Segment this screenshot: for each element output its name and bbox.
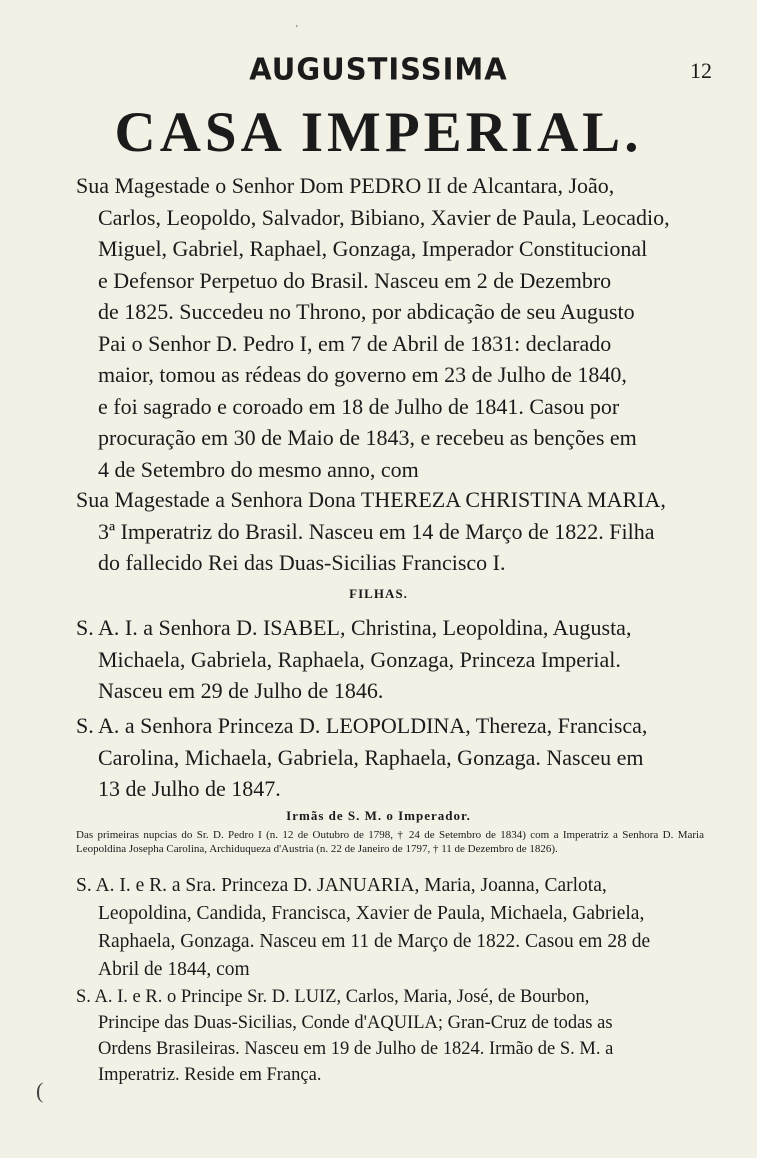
husband-line: Principe das Duas-Sicilias, Conde d'AQUILA; Gran-Cruz de todas as: [98, 1013, 613, 1033]
heading-augustissima: AUGUSTISSIMA: [249, 51, 508, 87]
filha-1-line: S. A. I. a Senhora D. ISABEL, Christina, Leopoldina, Augusta,: [76, 615, 632, 640]
irma-1-line: Raphaela, Gonzaga. Nasceu em 11 de Março de 1822. Casou em 28 de: [98, 931, 651, 952]
irma-1-paragraph: [76, 872, 701, 984]
empress-line: 3ª Imperatriz do Brasil. Nasceu em 14 de Março de 1822. Filha: [98, 518, 655, 544]
margin-mark: (: [36, 1078, 44, 1103]
genealogy-note: Das primeiras nupcias do Sr. D. Pedro I (n. 12 de Outubro de 1798, † 24 de Setembro de 1834) com a Imperatriz a Senhora D. Maria Leopoldina Josepha Carolina, Archiduqueza d'Austria (n. 22 de Janeiro de 1797, † 11 de Dezembro de 1826).: [76, 829, 704, 855]
top-mark: ': [296, 24, 298, 35]
husband-line: Imperatriz. Reside em França.: [98, 1065, 322, 1085]
irmas-heading: Irmãs de S. M. o Imperador.: [286, 808, 471, 823]
filha-1-paragraph: [76, 612, 701, 707]
filha-2-line: 13 de Julho de 1847.: [98, 776, 281, 801]
irma-1-line: S. A. I. e R. a Sra. Princeza D. JANUARIA, Maria, Joanna, Carlota,: [76, 875, 607, 896]
husband-line: Ordens Brasileiras. Nasceu em 19 de Julho de 1824. Irmão de S. M. a: [98, 1039, 614, 1059]
emperor-paragraph: [76, 170, 701, 485]
husband-line: S. A. I. e R. o Principe Sr. D. LUIZ, Carlos, Maria, José, de Bourbon,: [76, 987, 590, 1007]
filhas-heading: FILHAS.: [349, 586, 408, 601]
filha-2-line: S. A. a Senhora Princeza D. LEOPOLDINA, Thereza, Francisca,: [76, 713, 648, 738]
empress-paragraph: [76, 484, 701, 579]
emperor-line: Carlos, Leopoldo, Salvador, Bibiano, Xavier de Paula, Leocadio,: [98, 204, 670, 230]
emperor-line: de 1825. Succedeu no Throno, por abdicação de seu Augusto: [98, 299, 635, 324]
filha-2-paragraph: [76, 710, 701, 805]
irma-1-line: Abril de 1844, com: [98, 959, 250, 980]
irma-1-line: Leopoldina, Candida, Francisca, Xavier de Paula, Michaela, Gabriela,: [98, 903, 645, 924]
emperor-line: e foi sagrado e coroado em 18 de Julho de 1841. Casou por: [98, 393, 620, 419]
emperor-line: e Defensor Perpetuo do Brasil. Nasceu em 2 de Dezembro: [98, 267, 612, 293]
heading-casa-imperial: CASA IMPERIAL.: [114, 101, 643, 164]
emperor-line: procuração em 30 de Maio de 1843, e recebeu as benções em: [98, 425, 637, 450]
page-number: 12: [690, 58, 712, 83]
husband-paragraph: [76, 984, 701, 1088]
empress-line: Sua Magestade a Senhora Dona THEREZA CHRISTINA MARIA,: [76, 487, 666, 512]
emperor-line: 4 de Setembro do mesmo anno, com: [98, 456, 419, 482]
emperor-line: Pai o Senhor D. Pedro I, em 7 de Abril de 1831: declarado: [98, 330, 612, 356]
filha-2-line: Carolina, Michaela, Gabriela, Raphaela, Gonzaga. Nasceu em: [98, 744, 644, 770]
emperor-line: Sua Magestade o Senhor Dom PEDRO II de Alcantara, João,: [76, 173, 615, 198]
emperor-line: Miguel, Gabriel, Raphael, Gonzaga, Imperador Constitucional: [98, 236, 648, 261]
filha-1-line: Nasceu em 29 de Julho de 1846.: [98, 678, 384, 703]
emperor-line: maior, tomou as rédeas do governo em 23 de Julho de 1840,: [98, 362, 627, 387]
empress-line: do fallecido Rei das Duas-Sicilias Francisco I.: [98, 550, 506, 575]
filha-1-line: Michaela, Gabriela, Raphaela, Gonzaga, Princeza Imperial.: [98, 646, 621, 672]
